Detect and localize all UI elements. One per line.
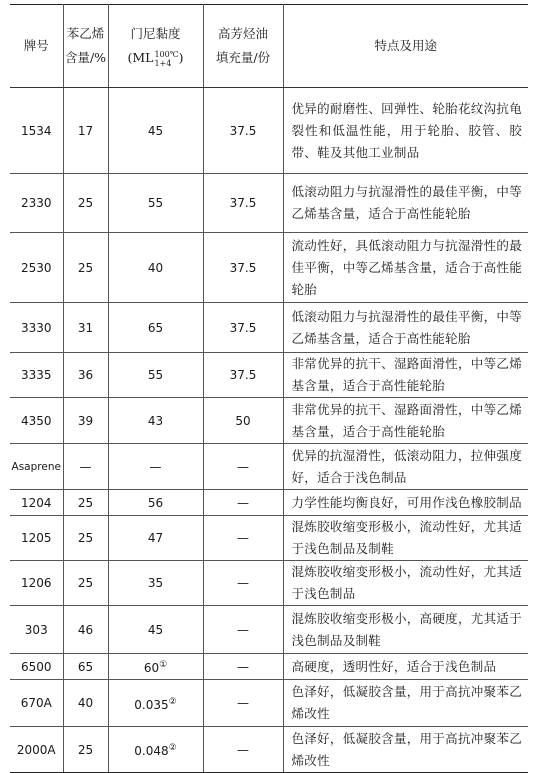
cell-oil: — — [203, 680, 283, 727]
cell-description: 高硬度，透明性好，适合于浅色制品 — [283, 654, 528, 680]
table-row — [10, 174, 528, 233]
table-row — [10, 303, 528, 353]
header-row — [10, 5, 528, 88]
cell-description: 优异的抗湿滑性，低滚动阻力，拉伸强度好，适合于浅色制品 — [283, 444, 528, 490]
table-row — [10, 88, 528, 174]
cell-oil: 50 — [203, 398, 283, 444]
cell-oil: — — [203, 444, 283, 490]
cell-mooney: 45 — [108, 606, 203, 654]
table-row — [10, 561, 528, 606]
table-row — [10, 727, 528, 773]
mooney-supsub — [154, 50, 178, 68]
cell-brand: 1534 — [10, 88, 63, 174]
table-row — [10, 606, 528, 654]
table-row — [10, 353, 528, 398]
cell-brand: 3335 — [10, 353, 63, 398]
rubber-grade-table — [10, 4, 528, 773]
cell-styrene: 39 — [63, 398, 108, 444]
cell-mooney: 43 — [108, 398, 203, 444]
cell-mooney-wrap — [108, 654, 203, 680]
cell-styrene: 25 — [63, 233, 108, 303]
cell-mooney: 40 — [108, 233, 203, 303]
cell-brand: Asaprene — [10, 444, 63, 490]
table-row — [10, 233, 528, 303]
cell-brand: 303 — [10, 606, 63, 654]
cell-description: 优异的耐磨性、回弹性、轮胎花纹沟抗龟裂性和低温性能，用于轮胎、胶管、胶带、鞋及其他工业制品 — [283, 88, 528, 174]
cell-mooney: — — [108, 444, 203, 490]
cell-description: 非常优异的抗干、湿路面滑性，中等乙烯基含量，适合于高性能轮胎 — [283, 398, 528, 444]
cell-mooney: 45 — [108, 88, 203, 174]
cell-brand: 2000A — [10, 727, 63, 773]
footnote-marker: ② — [168, 743, 177, 753]
cell-description: 低滚动阻力与抗湿滑性的最佳平衡，中等乙烯基含量，适合于高性能轮胎 — [283, 174, 528, 233]
cell-styrene: 40 — [63, 680, 108, 727]
header-description-label: 特点及用途 — [374, 38, 437, 53]
cell-description: 非常优异的抗干、湿路面滑性，中等乙烯基含量，适合于高性能轮胎 — [283, 353, 528, 398]
cell-brand: 670A — [10, 680, 63, 727]
header-mooney — [108, 5, 203, 88]
header-styrene-line1: 苯乙烯 — [66, 26, 105, 41]
cell-brand: 1206 — [10, 561, 63, 606]
rubber-grade-table-container — [10, 4, 528, 773]
cell-mooney: 0.035 — [134, 697, 169, 712]
table-header — [10, 5, 528, 88]
cell-mooney: 55 — [108, 353, 203, 398]
cell-description: 低滚动阻力与抗湿滑性的最佳平衡，中等乙烯基含量，适合于高性能轮胎 — [283, 303, 528, 353]
cell-styrene: 25 — [63, 561, 108, 606]
cell-description: 力学性能均衡良好，可用作浅色橡胶制品 — [283, 490, 528, 516]
table-row — [10, 680, 528, 727]
cell-oil: 37.5 — [203, 353, 283, 398]
cell-styrene: 25 — [63, 516, 108, 561]
cell-styrene: 25 — [63, 727, 108, 773]
mooney-ml-text: ML — [132, 50, 154, 65]
table-row — [10, 516, 528, 561]
cell-styrene: 31 — [63, 303, 108, 353]
cell-mooney: 56 — [108, 490, 203, 516]
cell-mooney: 35 — [108, 561, 203, 606]
footnote-marker: ② — [168, 696, 177, 707]
cell-oil: 37.5 — [203, 303, 283, 353]
cell-oil: — — [203, 654, 283, 680]
cell-mooney: 55 — [108, 174, 203, 233]
cell-description: 色泽好，低凝胶含量，用于高抗冲聚苯乙烯改性 — [283, 680, 528, 727]
table-row — [10, 654, 528, 680]
cell-oil: — — [203, 606, 283, 654]
cell-description: 流动性好，具低滚动阻力与抗湿滑性的最佳平衡，中等乙烯基含量，适合于高性能轮胎 — [283, 233, 528, 303]
cell-mooney: 65 — [108, 303, 203, 353]
cell-description: 色泽好，低凝胶含量，用于高抗冲聚苯乙烯改性 — [283, 727, 528, 773]
header-brand — [10, 5, 63, 88]
cell-oil: — — [203, 561, 283, 606]
cell-mooney: 47 — [108, 516, 203, 561]
header-oil-line2: 填充量/份 — [215, 50, 271, 65]
mooney-sub: 1+4 — [154, 58, 172, 68]
cell-oil: — — [203, 490, 283, 516]
cell-styrene: 17 — [63, 88, 108, 174]
cell-description: 混炼胶收缩变形极小，高硬度，尤其适于浅色制品及制鞋 — [283, 606, 528, 654]
cell-styrene: 25 — [63, 174, 108, 233]
table-row — [10, 490, 528, 516]
footnote-marker: ① — [159, 660, 168, 670]
cell-brand: 3330 — [10, 303, 63, 353]
cell-brand: 1204 — [10, 490, 63, 516]
header-mooney-unit: (ML100℃ 1+4 ) — [127, 49, 184, 68]
header-mooney-line1: 门尼黏度 — [130, 26, 181, 41]
cell-oil: 37.5 — [203, 174, 283, 233]
table-row — [10, 444, 528, 490]
table-body — [10, 88, 528, 773]
cell-styrene: 25 — [63, 490, 108, 516]
cell-styrene: 65 — [63, 654, 108, 680]
header-styrene — [63, 5, 108, 88]
cell-oil: — — [203, 727, 283, 773]
cell-brand: 4350 — [10, 398, 63, 444]
header-oil-line1: 高芳烃油 — [217, 26, 268, 41]
table-row — [10, 398, 528, 444]
mooney-sup: 100℃ — [154, 49, 179, 59]
cell-mooney: 60 — [143, 661, 160, 675]
header-brand-label: 牌号 — [23, 38, 49, 53]
cell-brand: 2530 — [10, 233, 63, 303]
cell-oil: 37.5 — [203, 88, 283, 174]
cell-brand: 2330 — [10, 174, 63, 233]
cell-oil: — — [203, 516, 283, 561]
cell-mooney-wrap — [108, 727, 203, 773]
header-description — [283, 5, 528, 88]
cell-styrene: 36 — [63, 353, 108, 398]
cell-styrene: — — [63, 444, 108, 490]
cell-mooney: 0.048 — [134, 744, 169, 758]
cell-styrene: 46 — [63, 606, 108, 654]
cell-brand: 1205 — [10, 516, 63, 561]
cell-oil: 37.5 — [203, 233, 283, 303]
cell-description: 混炼胶收缩变形极小，流动性好，尤其适于浅色制品及制鞋 — [283, 516, 528, 561]
header-oil — [203, 5, 283, 88]
cell-brand: 6500 — [10, 654, 63, 680]
cell-mooney-wrap — [108, 680, 203, 727]
header-styrene-line2: 含量/% — [64, 50, 107, 65]
cell-description: 混炼胶收缩变形极小，流动性好，尤其适于浅色制品 — [283, 561, 528, 606]
